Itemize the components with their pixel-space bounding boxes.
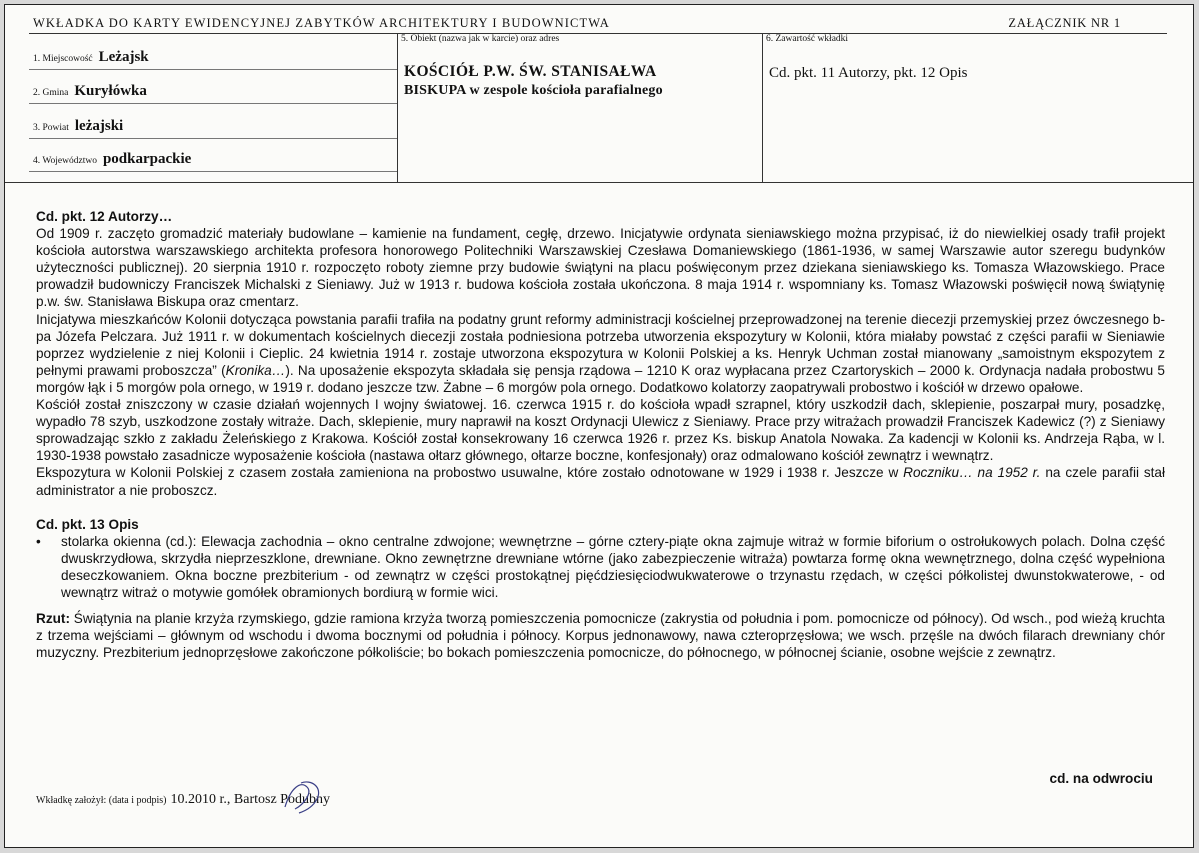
footer-label: Wkładkę założył: (data i podpis) (36, 795, 167, 806)
rzut-label: Rzut: (36, 611, 70, 627)
list-item: • stolarka okienna (cd.): Elewacja zachodnia – okno centralne zdwojone; wewnętrzne – górne cztery-piąte okna zajmuje witraż w formie biforium o ostrołukowych polach. Dolna część dwuskrzydłowa, skrzydła nieprzeszklone, drewniane. Okno zewnętrzne drewniane wtórne (jako zabezpieczenie witraża) powtarza formę okna wewnętrznego, dolna część wypełniona deseczkowaniem. Okna boczne prezbiterium - od zewnątrz w części prostokątnej pięćdziesięciodwukwaterowe o trzynastu rzędach, w części półkolistej dwunstokwaterowe, - od wewnątrz witraż o motywie gomółek obramionych bordiurą w formie wici. (36, 533, 1165, 601)
field-value: Kuryłówka (74, 83, 147, 99)
field-powiat (33, 117, 123, 135)
paragraph: Od 1909 r. zaczęto gromadzić materiały budowlane – kamienie na fundament, cegłę, drzewo. Inicjatywie ordynata sieniawskiego można przypisać, iż do niewielkiej osady trafił projekt kościoła autorstwa warszawskiego architekta profesora honorowego Politechniki Warszawskiej Czesława Domaniewskiego (1861-1936, w samej Warszawie autor szeregu budynków użyteczności publicznej). 20 sierpnia 1910 r. rozpoczęto roboty ziemne przy budowie świątyni na placu poświęconym przez dziekana sieniawskiego ks. Tomasza Włazowskiego. Prace prowadził budowniczy Franciszek Michalski z Sieniawy. Już w 1913 r. budowa kościoła została ukończona. 8 maja 1914 r. wspomniany ks. Tomasz Włazowski poświęcił nową świątynię p.w. św. Stanisława Biskupa oraz cmentarz. (36, 226, 1165, 310)
body-text (36, 208, 1165, 661)
object-name-line2: BISKUPA w zespole kościoła parafialnego (404, 83, 663, 98)
object-name-line1: KOŚCIÓŁ P.W. ŚW. STANISAŁWA (404, 63, 657, 80)
object-label: 5. Obiekt (nazwa jak w karcie) oraz adres (401, 34, 560, 44)
field-label: 3. Powiat (33, 123, 69, 133)
form-sheet (4, 4, 1194, 848)
signature-mark (277, 777, 337, 817)
column-divider-1 (397, 33, 398, 183)
field-label: 1. Miejscowość (33, 54, 93, 64)
field-value: podkarpackie (102, 151, 192, 167)
contents-value: Cd. pkt. 11 Autorzy, pkt. 12 Opis (769, 65, 968, 81)
field-wojewodztwo (33, 150, 191, 168)
text-run: na czele parafii stał administrator a nie proboszcz. (36, 465, 1166, 498)
field-gmina (33, 82, 147, 100)
contents-label: 6. Zawartość wkładki (766, 34, 849, 44)
field-rule-4 (29, 171, 397, 172)
bullet-list (36, 533, 1165, 601)
paragraph-rzut (36, 610, 1165, 661)
field-value: leżajski (74, 118, 124, 134)
text-run: Ekspozytura w Kolonii Polskiej z czasem została zamieniona na probostwo usuwalne, które zostało odnotowane w 1929 i 1938 r. Jeszcze w (36, 465, 904, 481)
text-italic: Roczniku… na 1952 r. (903, 465, 1041, 481)
section-heading-description: Cd. pkt. 13 Opis (36, 516, 139, 532)
form-title: WKŁADKA DO KARTY EWIDENCYJNEJ ZABYTKÓW ARCHITEKTURY I BUDOWNICTWA (33, 16, 610, 30)
field-label: 2. Gmina (33, 88, 69, 98)
paragraph: Kościół został zniszczony w czasie działań wojennych I wojny światowej. 16. czerwca 1915 r. do kościoła wpadł szrapnel, który uszkodził dach, sklepienie, poszarpał mury, posadzkę, wypadło 78 szyb, uszkodzone zostały witraże. Dach, sklepienie, mury naprawił na koszt Ordynacji Ulewicz z Sieniawy. Prace przy witrażach prowadził Franciszek Kadewicz (?) z Sieniawy sprowadzając szkło z zakładu Żeleńskiego z Krakowa. Kościół został konsekrowany 16 czerwca 1926 r. przez Ks. biskup Anatola Nowaka. Za kadencji w Kolonii ks. Andrzeja Rąba, w l. 1930-1938 powstało zasadnicze wyposażenie kościoła (nastawa ołtarz głównego, ołtarze boczne, konfesjonały) oraz odmalowano kościół zewnątrz i wewnątrz. (36, 397, 1165, 464)
text-italic: Kronika… (225, 362, 286, 378)
text-run: ). Na uposażenie ekspozyta składała się pensja rządowa – 1210 K oraz wypłacana przez Czartoryskich – 2000 k. Ordynacja nadała probostwu 5 morgów łąk i 5 morgów pola ornego, w 1919 r. dodano jeszcze tzw. Żabne – 6 morgów pola ornego. Dodatkowo kolatorzy zaopatrywali probostwo i kościół w drzewo opałowe. (36, 362, 1165, 395)
field-rule-1 (29, 69, 397, 70)
paragraph (36, 311, 1165, 396)
footer-value: 10.2010 r., Bartosz Podubny (170, 792, 330, 807)
object-name (404, 62, 663, 100)
column-divider-2 (762, 33, 763, 183)
text-run: Świątynia na planie krzyża rzymskiego, gdzie ramiona krzyża tworzą pomieszczenia pomocnicze (zakrystia od południa i pom. pomocnicze od północy). Od wsch., pod wieżą kruchta z trzema wejściami – głównym od wschodu i dwoma bocznymi od południa i północy. Korpus jednonawowy, nawa czteroprzęsłowa; we wsch. przęśle na dwóch filarach drewniany chór muzyczny. Prezbiterium jednoprzęsłowe zakończone półkoliście; bo bokach pomieszczenia pomocnicze, do północnego, w północnej ścianie, osobne wejście z zewnątrz. (36, 611, 1165, 661)
paragraph (36, 464, 1165, 498)
header-bottom-rule (5, 182, 1193, 183)
field-rule-3 (29, 138, 397, 139)
continued-note: cd. na odwrociu (1049, 771, 1153, 786)
text-run: Inicjatywa mieszkańców Kolonii dotycząca powstania parafii trafiła na podatny grunt reformy administracji kościelnej przeprowadzonej na terenie diecezji przemyskiej przez ówczesnego b-pa Józefa Pelczara. Już 1911 r. w dokumentach kościelnych diecezji została podniesiona potrzeba utworzenia ekspozytury w Kolonii, która miałaby powstać z części parafii w Sieniawie poprzez wydzielenie z niej Kolonii i Cieplic. 24 kwietnia 1914 r. zostaje utworzona ekspozytura w Kolonii Polskiej a ks. Henryk Uchman został mianowany „samoistnym ekspozytem z pełnymi prawami proboszcza” ( (36, 311, 1165, 378)
header-rule (29, 33, 1167, 34)
field-rule-2 (29, 103, 397, 104)
section-heading-authors: Cd. pkt. 12 Autorzy… (36, 209, 173, 224)
attachment-number: ZAŁĄCZNIK NR 1 (1008, 16, 1121, 30)
field-miejscowosc (33, 48, 149, 66)
field-value: Leżajsk (98, 49, 149, 65)
field-label: 4. Województwo (33, 156, 97, 166)
